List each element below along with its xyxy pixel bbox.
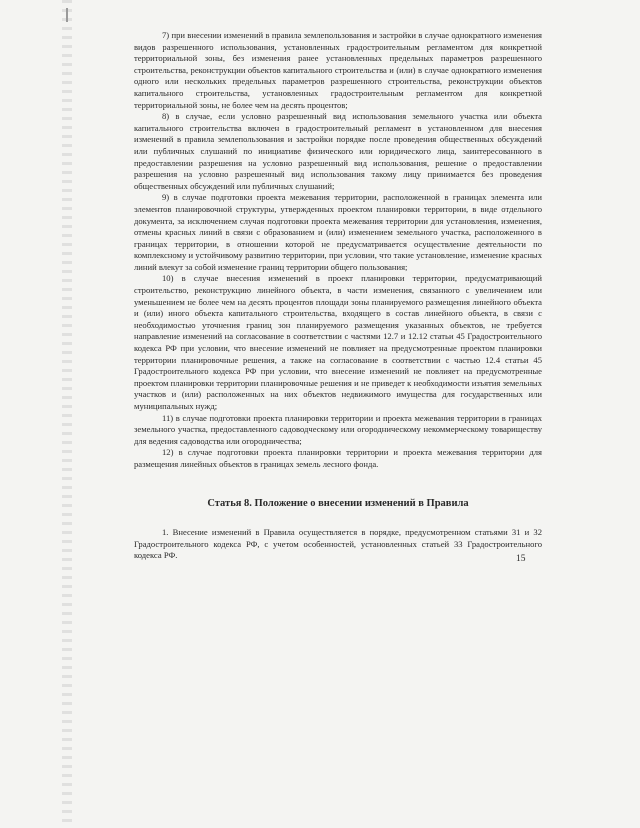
paragraph-item-8: 8) в случае, если условно разрешенный вид использования земельного участка или объекта капитального строительства включен в градостроительный регламент в установленном для внесения изменений в правила землепользования и застройки порядке после проведения общественных обсуждений или публичных слушаний по инициативе физического или юридического лица, заинтересованного в предоставлении разрешения на условно разрешенный вид использования, решение о предоставлении разрешения на условно разрешенный вид использования такому лицу принимается без проведения общественных обсуждений или публичных слушаний; [134,111,542,191]
scan-mark-artifact [66,8,68,22]
document-page [134,30,542,562]
paragraph-item-9: 9) в случае подготовки проекта межевания территории, расположенной в границах элемента или элементов планировочной структуры, утвержденных проектом планировки территории, в виде отдельного документа, за исключением случая подготовки проекта межевания территории для установления, изменения, отмены красных линий в связи с образованием и (или) изменением земельного участка, расположенного в границах территории, в отношении которой не предусматривается осуществление деятельности по комплексному и устойчивому развитию территории, при условии, что такие установление, изменение красных линий влекут за собой изменение границ территории общего пользования; [134,192,542,272]
paragraph-item-11: 11) в случае подготовки проекта планировки территории и проекта межевания территории в границах земельного участка, предоставленного садоводческому или огородническому некоммерческому товариществу для ведения садоводства или огородничества; [134,412,542,446]
paragraph-item-7: 7) при внесении изменений в правила землепользования и застройки в случае однократного изменения видов разрешенного использования, установленных градостроительным регламентом для конкретной территориальной зоны, без изменения ранее установленных предельных параметров разрешенного строительства, реконструкции объектов капитального строительства и (или) в случае однократного изменения одного или нескольких предельных параметров разрешенного строительства, реконструкции объектов капитального строительства, установленных градостроительным регламентом для конкретной территориальной зоны, не более чем на десять процентов; [134,30,542,110]
article-heading: Статья 8. Положение о внесении изменений в Правила [207,497,469,509]
article-paragraph-1: 1. Внесение изменений в Правила осуществляется в порядке, предусмотренном статьями 31 и 32 Градостроительного кодекса РФ, с учетом особенностей, установленных статьей 33 Градостроительного кодекса РФ. [134,527,542,561]
page-number: 15 [516,554,526,564]
scan-edge-artifact [62,0,72,828]
paragraph-item-10: 10) в случае внесения изменений в проект планировки территории, предусматривающий строительство, реконструкцию линейного объекта, в части изменения, связанного с увеличением или уменьшением не более чем на десять процентов площади зоны планируемого размещения линейного объекта и (или) иного объекта капитального строительства, входящего в состав линейного объекта, в связи с необходимостью уточнения границ зон планируемого размещения указанных объектов, не требуется направление изменений на согласование в соответствии с частями 12.7 и 12.12 статьи 45 Градостроительного кодекса РФ при условии, что внесение изменений не повлияет на предусмотренные проектом планировки территории планировочные решения, а также на согласование в соответствии с частью 12.4 статьи 45 Градостроительного кодекса РФ при условии, что внесение изменений не повлияет на предусмотренные проектом планировки территории планировочные решения и не приведет к необходимости изъятия земельных участков и (или) расположенных на них объектов недвижимого имущества для государственных или муниципальных нужд; [134,273,542,411]
paragraph-item-12: 12) в случае подготовки проекта планировки территории и проекта межевания территории для размещения линейных объектов в границах земель лесного фонда. [134,447,542,469]
